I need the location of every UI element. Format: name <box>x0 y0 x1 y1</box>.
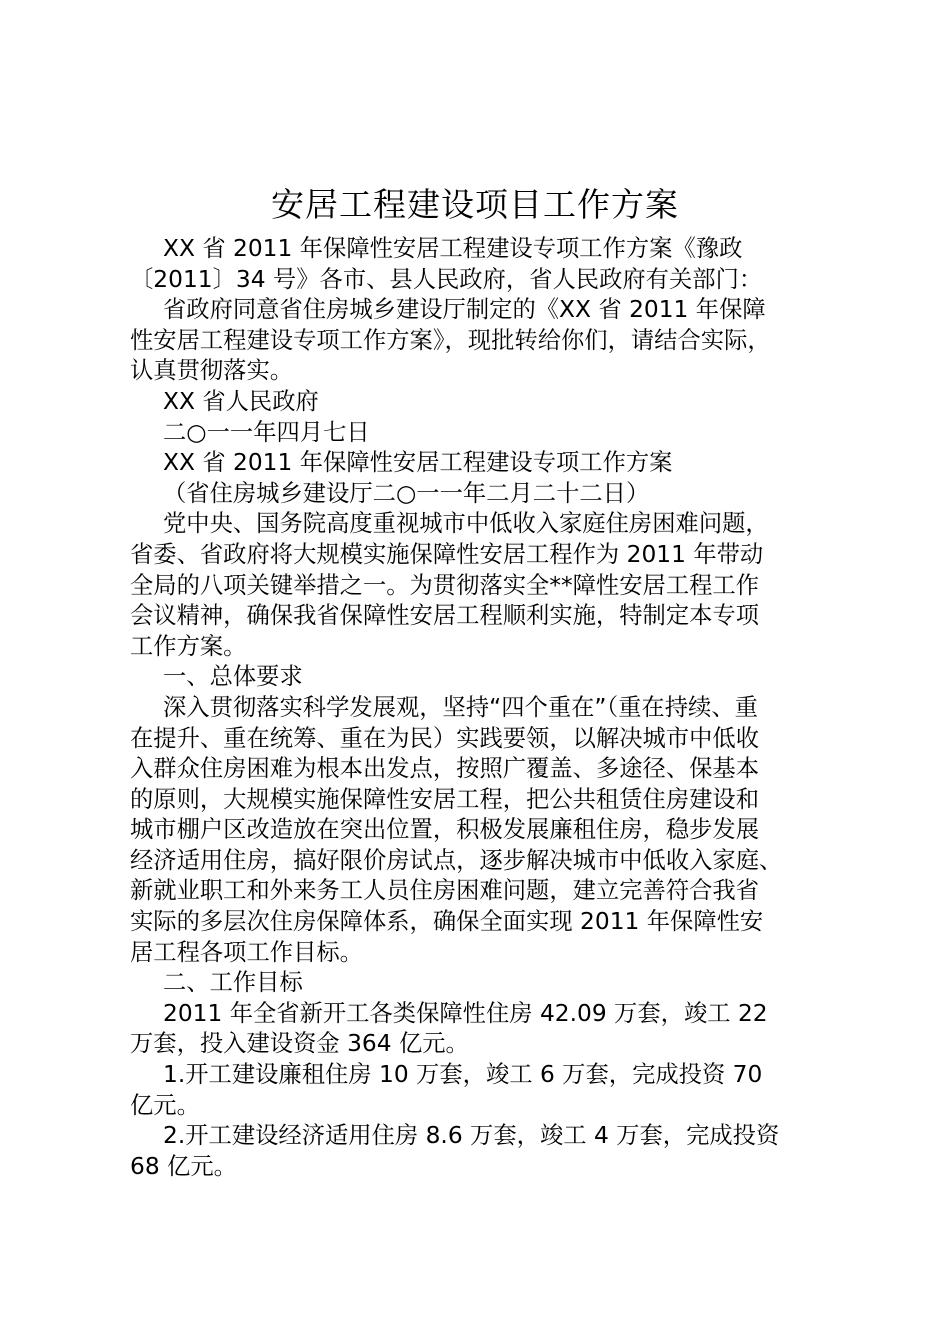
body-line: XX 省 2011 年保障性安居工程建设专项工作方案《豫政 <box>163 235 743 262</box>
body-line: 省委、省政府将大规模实施保障性安居工程作为 2011 年带动 <box>130 540 764 568</box>
body-line: 入群众住房困难为根本出发点，按照广覆盖、多途径、保基本 <box>130 755 760 783</box>
body-line: 性安居工程建设专项工作方案》，现批转给你们，请结合实际， <box>130 326 771 354</box>
body-line: 党中央、国务院高度重视城市中低收入家庭住房困难问题， <box>163 510 769 538</box>
body-line: 经济适用住房，搞好限价房试点，逐步解决城市中低收入家庭、 <box>130 846 783 874</box>
body-line: XX 省人民政府 <box>163 387 319 415</box>
body-line: 实际的多层次住房保障体系，确保全面实现 2011 年保障性安 <box>130 908 764 936</box>
section-heading: 一、总体要求 <box>163 663 303 691</box>
body-line: 全局的八项关键举措之一。为贯彻落实全**障性安居工程工作 <box>130 571 760 599</box>
document-body <box>130 234 835 1182</box>
body-line: 省政府同意省住房城乡建设厅制定的《XX 省 2011 年保障 <box>163 296 766 324</box>
body-line: 会议精神，确保我省保障性安居工程顺利实施，特制定本专项 <box>130 602 760 630</box>
body-line: 城市棚户区改造放在突出位置，积极发展廉租住房，稳步发展 <box>130 816 760 844</box>
body-line: 认真贯彻落实。 <box>130 357 294 385</box>
body-line: 亿元。 <box>130 1091 200 1119</box>
body-line: （省住房城乡建设厅二○一一年二月二十二日） <box>163 479 650 507</box>
section-heading: 二、工作目标 <box>163 969 303 997</box>
body-line: 工作方案。 <box>130 632 247 660</box>
body-line: 在提升、重在统筹、重在为民）实践要领，以解决城市中低收 <box>130 724 760 752</box>
body-line: 深入贯彻落实科学发展观，坚持“四个重在”（重在持续、重 <box>163 693 758 721</box>
body-line: XX 省 2011 年保障性安居工程建设专项工作方案 <box>163 449 673 477</box>
body-line: 二○一一年四月七日 <box>163 418 370 446</box>
body-line: 万套，投入建设资金 364 亿元。 <box>130 1030 469 1058</box>
document-title: 安居工程建设项目工作方案 <box>271 185 679 224</box>
body-line: 1.开工建设廉租住房 10 万套，竣工 6 万套，完成投资 70 <box>163 1061 763 1089</box>
body-line: 的原则，大规模实施保障性安居工程，把公共租赁住房建设和 <box>130 785 760 813</box>
body-line: 居工程各项工作目标。 <box>130 938 363 966</box>
body-line: 2011 年全省新开工各类保障性住房 42.09 万套，竣工 22 <box>163 999 768 1027</box>
body-line: 〔2011〕34 号》各市、县人民政府，省人民政府有关部门： <box>130 265 763 293</box>
body-line: 新就业职工和外来务工人员住房困难问题，建立完善符合我省 <box>130 877 760 905</box>
body-line: 2.开工建设经济适用住房 8.6 万套，竣工 4 万套，完成投资 <box>163 1122 780 1150</box>
body-line: 68 亿元。 <box>130 1152 237 1180</box>
